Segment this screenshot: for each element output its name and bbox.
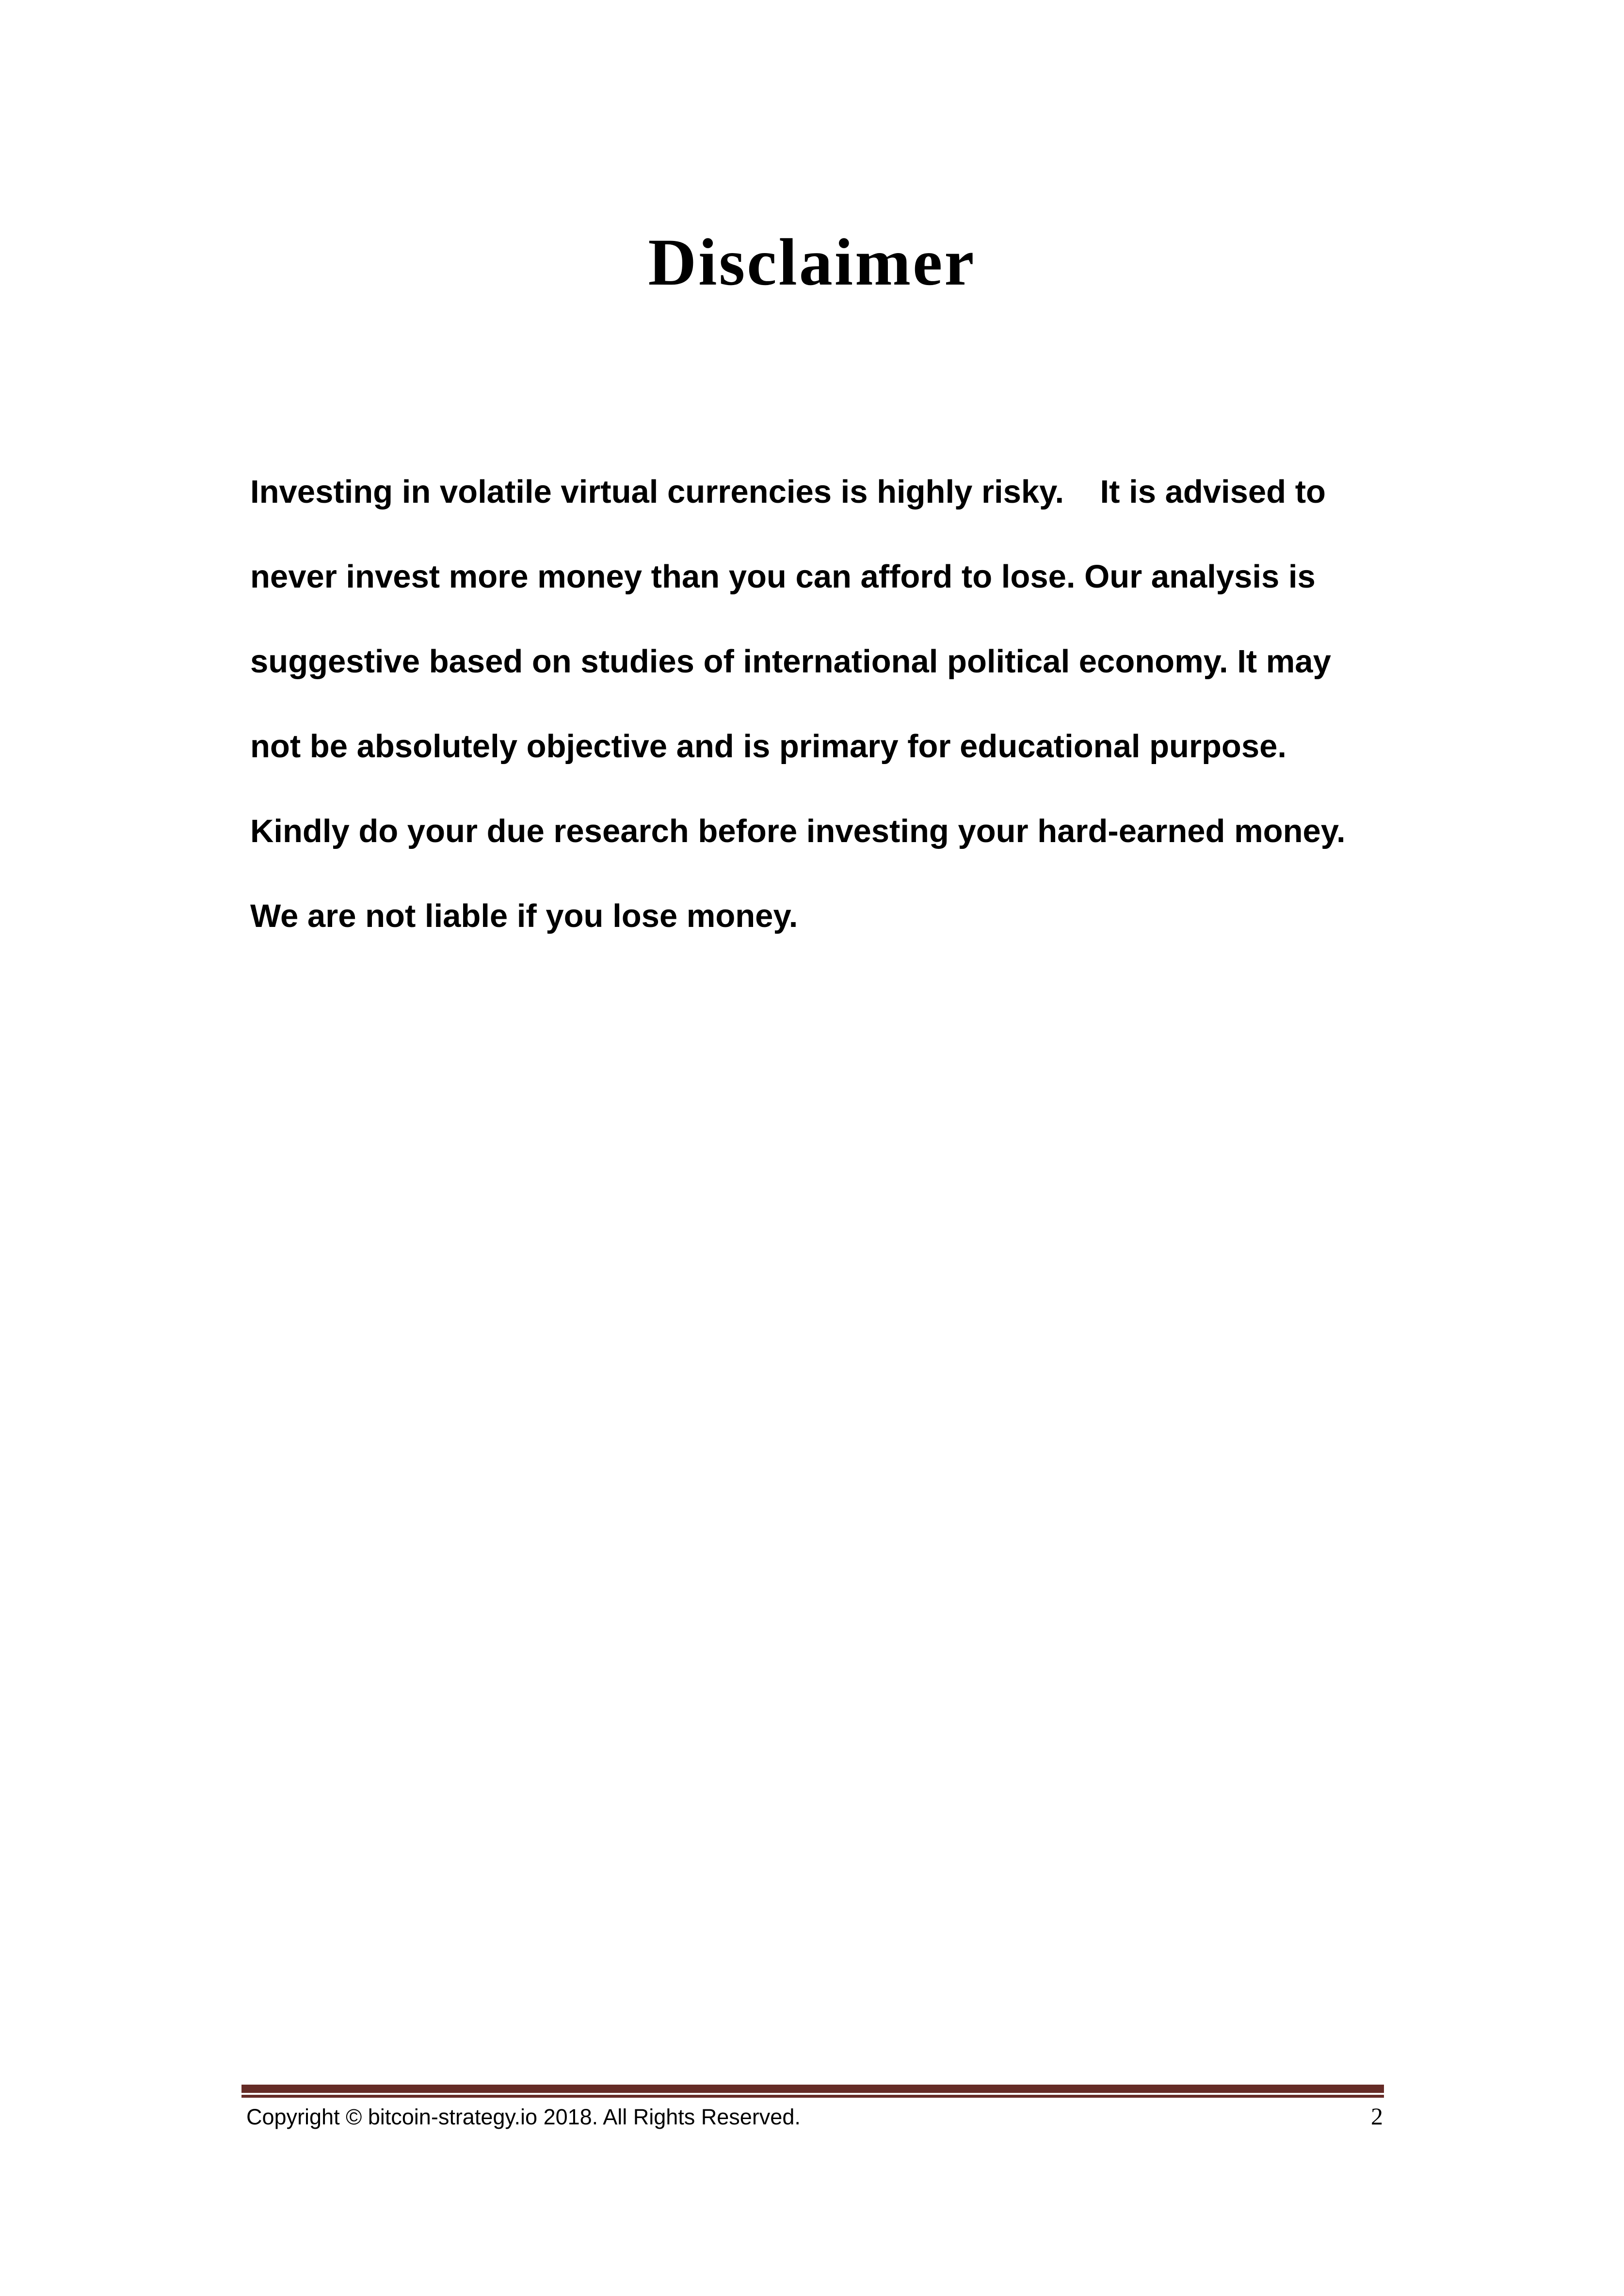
body-line: never invest more money than you can afford to lose. Our analysis is [250, 558, 1316, 595]
body-line: not be absolutely objective and is primary for educational purpose. [250, 728, 1286, 765]
body-line: We are not liable if you lose money. [250, 898, 798, 934]
body-line: suggestive based on studies of international political economy. It may [250, 643, 1331, 680]
footer-rule-thin [241, 2095, 1384, 2098]
footer-rule-thick [241, 2085, 1384, 2093]
footer-copyright: Copyright © bitcoin-strategy.io 2018. All Rights Reserved. [246, 2105, 801, 2129]
footer-page-number: 2 [1371, 2103, 1383, 2130]
body-line: Investing in volatile virtual currencies is highly risky. It is advised to [250, 474, 1326, 510]
page-title: Disclaimer [648, 225, 976, 299]
disclaimer-paragraph [250, 449, 1438, 958]
body-line: Kindly do your due research before investing your hard-earned money. [250, 813, 1346, 849]
